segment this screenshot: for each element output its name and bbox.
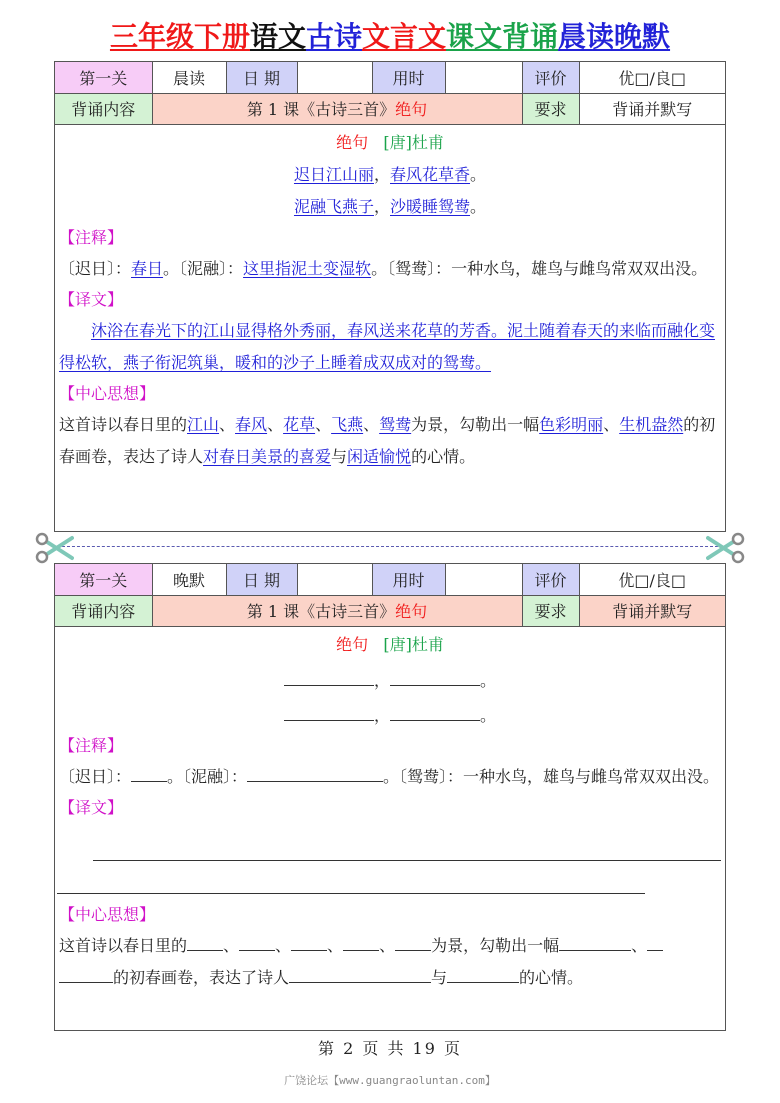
date-label: 日 期 xyxy=(226,62,297,93)
theme-blank[interactable] xyxy=(343,933,379,951)
theme-blank[interactable] xyxy=(647,933,663,951)
verse-text: 泥融飞燕子 xyxy=(293,196,374,216)
translation-blank-line[interactable] xyxy=(57,893,645,894)
rating-label: 评价 xyxy=(522,564,579,595)
note-term: 。〔泥融〕： xyxy=(163,258,244,278)
title-segment: 晨读晚默 xyxy=(558,20,671,53)
translation-blank-area[interactable] xyxy=(57,823,723,861)
punct: 。 xyxy=(470,164,487,184)
rating-checkboxes[interactable]: 优□/良□ xyxy=(579,62,725,93)
note-term: 〔迟日〕： xyxy=(59,766,132,786)
translation-blank-area[interactable] xyxy=(57,861,723,894)
verse-text: 迟日江山丽 xyxy=(293,164,374,184)
time-label: 用时 xyxy=(372,62,445,93)
content-value xyxy=(152,93,522,124)
theme-keyword: 生机盎然 xyxy=(619,414,684,434)
lesson-name: 第 1 课《古诗三首》 xyxy=(246,602,396,621)
punct: 。 xyxy=(480,670,497,690)
mode-label: 晚默 xyxy=(152,564,226,595)
note-blank[interactable] xyxy=(131,764,167,782)
theme-blank[interactable] xyxy=(447,965,519,983)
theme-blank[interactable] xyxy=(187,933,223,951)
theme-blank[interactable] xyxy=(291,933,327,951)
punct: 、 xyxy=(223,935,240,955)
title-segment: 古诗 xyxy=(305,20,362,53)
translation-heading: 【译文】 xyxy=(59,289,124,309)
notes-heading: 【注释】 xyxy=(59,735,124,755)
title-segment: 文言文 xyxy=(362,20,447,53)
punct: ， xyxy=(373,196,390,216)
theme-segment: 这首诗以春日里的 xyxy=(59,935,188,955)
page-number: 第 2 页 共 19 页 xyxy=(318,1039,462,1058)
note-answer: 春日 xyxy=(131,258,164,278)
date-field[interactable] xyxy=(297,62,372,93)
poem-heading xyxy=(57,629,723,661)
translation-heading: 【译文】 xyxy=(59,797,124,817)
poem-line-blank xyxy=(57,701,723,731)
theme-keyword: 花草 xyxy=(283,414,316,434)
content-label: 背诵内容 xyxy=(55,595,152,626)
theme-segment: 与 xyxy=(331,446,348,466)
theme-blank[interactable] xyxy=(559,933,631,951)
requirement-label: 要求 xyxy=(522,93,579,124)
punct: 。 xyxy=(470,196,487,216)
punct: ， xyxy=(373,164,390,184)
theme-heading: 【中心思想】 xyxy=(59,383,156,403)
content-value xyxy=(152,595,522,626)
theme-segment: 的心情。 xyxy=(411,446,476,466)
verse-blank[interactable] xyxy=(390,703,480,721)
scissors-icon xyxy=(706,532,746,564)
poem-line-blank xyxy=(57,661,723,701)
poem-author: [唐]杜甫 xyxy=(383,634,444,654)
verse-blank[interactable] xyxy=(390,668,480,686)
theme-keyword: 闲适愉悦 xyxy=(347,446,412,466)
cut-line xyxy=(62,546,718,547)
verse-text: 春风花草香 xyxy=(390,164,471,184)
mode-label: 晨读 xyxy=(152,62,226,93)
lesson-name: 第 1 课《古诗三首》 xyxy=(246,100,396,119)
punct: ， xyxy=(373,705,390,725)
note-term: 〔迟日〕： xyxy=(59,258,132,278)
morning-reading-sheet xyxy=(54,61,726,532)
notes-text xyxy=(57,253,723,285)
theme-segment: 的心情。 xyxy=(519,967,584,987)
theme-segment: 的初春画卷，表达了诗人 xyxy=(113,967,290,987)
theme-blank[interactable] xyxy=(59,965,113,983)
poem-name: 绝句 xyxy=(395,100,428,119)
header-table xyxy=(55,564,725,627)
poem-line xyxy=(57,191,723,223)
punct: 。 xyxy=(480,705,497,725)
note-term: 。〔鸳鸯〕：一种水鸟，雄鸟与雌鸟常双双出没。 xyxy=(383,766,720,786)
theme-segment: 的初春画卷，表达了诗人 xyxy=(59,414,716,466)
punct: 、 xyxy=(315,414,332,434)
time-label: 用时 xyxy=(372,564,445,595)
time-field[interactable] xyxy=(445,564,522,595)
watermark: 广饶论坛【www.guangraoluntan.com】 xyxy=(284,1074,496,1087)
note-blank[interactable] xyxy=(247,764,383,782)
punct: 、 xyxy=(603,414,620,434)
notes-heading: 【注释】 xyxy=(59,227,124,247)
punct: ， xyxy=(373,670,390,690)
evening-dictation-sheet xyxy=(54,563,726,1031)
theme-blank[interactable] xyxy=(239,933,275,951)
translation-text xyxy=(57,315,723,379)
theme-keyword: 鸳鸯 xyxy=(379,414,412,434)
theme-blank[interactable] xyxy=(289,965,431,983)
theme-text xyxy=(57,409,723,473)
notes-text xyxy=(57,761,723,793)
time-field[interactable] xyxy=(445,62,522,93)
punct: 、 xyxy=(327,935,344,955)
punct: 、 xyxy=(267,414,284,434)
poem-author: [唐]杜甫 xyxy=(383,132,444,152)
theme-keyword: 色彩明丽 xyxy=(539,414,604,434)
note-term: 。〔鸳鸯〕：一种水鸟，雄鸟与雌鸟常双双出没。 xyxy=(371,258,708,278)
date-field[interactable] xyxy=(297,564,372,595)
title-segment: 三年级下册 xyxy=(109,20,250,53)
rating-checkboxes[interactable]: 优□/良□ xyxy=(579,564,725,595)
note-term: 。〔泥融〕： xyxy=(167,766,248,786)
content-label: 背诵内容 xyxy=(55,93,152,124)
verse-blank[interactable] xyxy=(284,668,374,686)
theme-text xyxy=(57,930,723,994)
punct: 、 xyxy=(631,935,648,955)
punct: 、 xyxy=(219,414,236,434)
poem-title: 绝句 xyxy=(336,634,369,654)
theme-segment: 与 xyxy=(431,967,448,987)
translation-answer: 沐浴在春光下的江山显得格外秀丽，春风送来花草的芳香。泥土随着春天的来临而融化变得松软，燕子衔泥筑巢，暖和的沙子上睡着成双成对的鸳鸯。 xyxy=(59,320,716,372)
theme-blank[interactable] xyxy=(395,933,431,951)
theme-heading: 【中心思想】 xyxy=(59,904,156,924)
level-label: 第一关 xyxy=(55,62,152,93)
theme-segment: 为景，勾勒出一幅 xyxy=(431,935,560,955)
level-label: 第一关 xyxy=(55,564,152,595)
punct: 、 xyxy=(363,414,380,434)
poem-name: 绝句 xyxy=(395,602,428,621)
verse-text: 沙暖睡鸳鸯 xyxy=(390,196,471,216)
requirement-label: 要求 xyxy=(522,595,579,626)
title-segment: 语文 xyxy=(249,20,306,53)
poem-title: 绝句 xyxy=(336,132,369,152)
sheet-body xyxy=(55,127,725,473)
theme-segment: 为景，勾勒出一幅 xyxy=(411,414,540,434)
theme-keyword: 江山 xyxy=(187,414,220,434)
page-title xyxy=(0,18,780,56)
punct: 、 xyxy=(379,935,396,955)
note-answer: 这里指泥土变湿软 xyxy=(243,258,372,278)
sheet-body xyxy=(55,629,725,994)
rating-label: 评价 xyxy=(522,62,579,93)
scissors-icon xyxy=(34,532,74,564)
title-segment: 课文背诵 xyxy=(446,20,559,53)
theme-keyword: 飞燕 xyxy=(331,414,364,434)
theme-segment: 这首诗以春日里的 xyxy=(59,414,188,434)
date-label: 日 期 xyxy=(226,564,297,595)
theme-keyword: 对春日美景的喜爱 xyxy=(203,446,332,466)
punct: 、 xyxy=(275,935,292,955)
poem-line xyxy=(57,159,723,191)
verse-blank[interactable] xyxy=(284,703,374,721)
poem-heading xyxy=(57,127,723,159)
requirement-value: 背诵并默写 xyxy=(579,595,725,626)
theme-keyword: 春风 xyxy=(235,414,268,434)
requirement-value: 背诵并默写 xyxy=(579,93,725,124)
header-table xyxy=(55,62,725,125)
